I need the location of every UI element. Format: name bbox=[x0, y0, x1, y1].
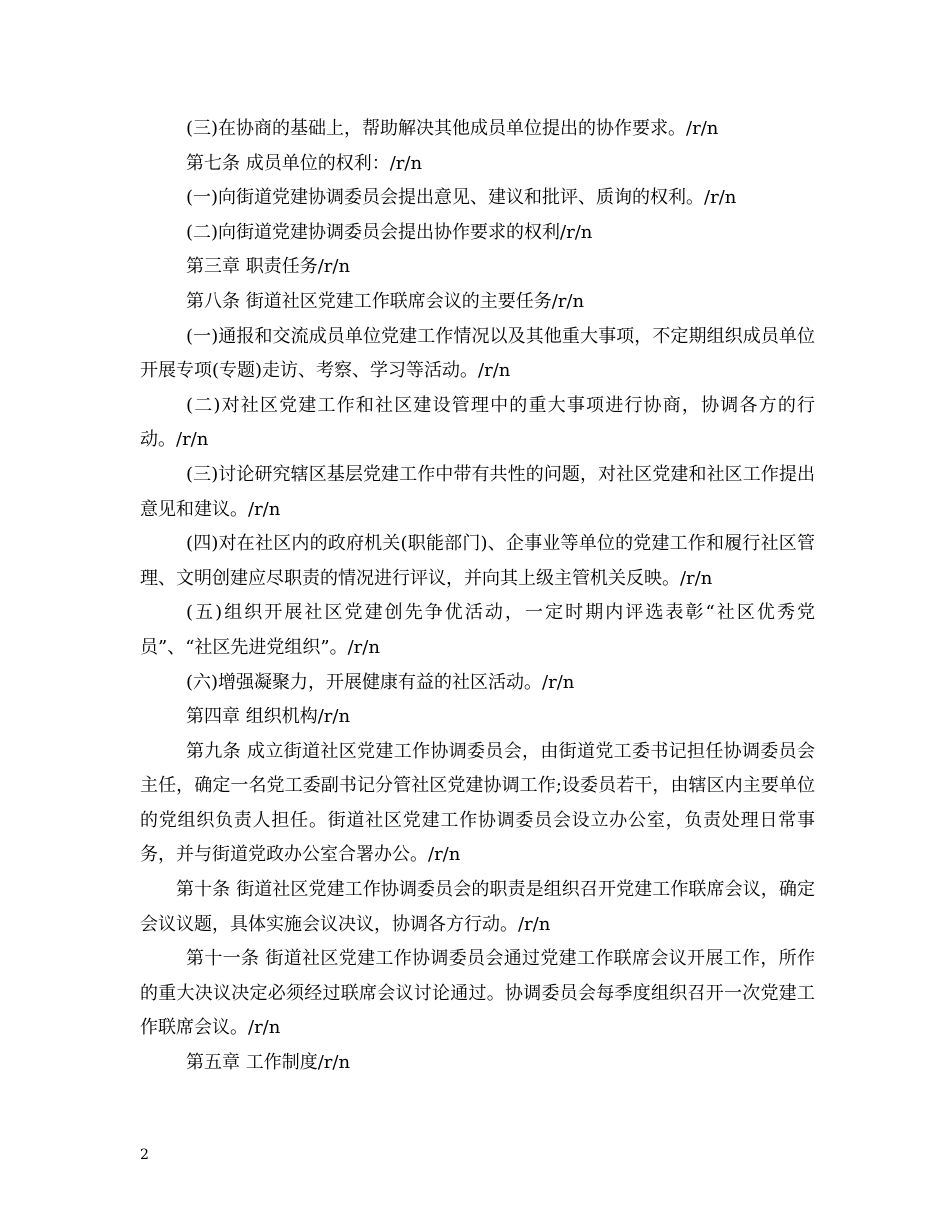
paragraph-article7-item2: (二)向街道党建协调委员会提出协作要求的权利/r/n bbox=[186, 221, 593, 243]
paragraph-article10: 第十条 街道社区党建工作协调委员会的职责是组织召开党建工作联席会议，确定会议议题，具体实施会议决议，协调各方行动。/r/n bbox=[140, 879, 815, 935]
chapter3-heading: 第三章 职责任务/r/n bbox=[186, 256, 351, 278]
paragraph-article11: 第十一条 街道社区党建工作协调委员会通过党建工作联席会议开展工作，所作的重大决议决定必须经过联席会议讨论通过。协调委员会每季度组织召开一次党建工作联席会议。/r/n bbox=[140, 948, 815, 1039]
paragraph-article8-item2: (二)对社区党建工作和社区建设管理中的重大事项进行协商，协调各方的行动。/r/n bbox=[140, 394, 815, 451]
paragraph-article8-item5: (五)组织开展社区党建创先争优活动，一定时期内评选表彰“社区优秀党员”、“社区先进党组织”。/r/n bbox=[140, 602, 815, 658]
paragraph-article7-heading: 第七条 成员单位的权利：/r/n bbox=[186, 152, 423, 174]
paragraph-article7-item1: (一)向街道党建协调委员会提出意见、建议和批评、质询的权利。/r/n bbox=[186, 187, 737, 209]
paragraph-article8-item4: (四)对在社区内的政府机关(职能部门)、企事业等单位的党建工作和履行社区管理、文明创建应尽职责的情况进行评议，并向其上级主管机关反映。/r/n bbox=[140, 533, 815, 589]
chapter5-heading: 第五章 工作制度/r/n bbox=[186, 1052, 351, 1074]
paragraph-article9: 第九条 成立街道社区党建工作协调委员会，由街道党工委书记担任协调委员会主任，确定一名党工委副书记分管社区党建协调工作;设委员若干，由辖区内主要单位的党组织负责人担任。街道社区党建工作协调委员会设立办公室，负责处理日常事务，并与街道党政办公室合署办公。/r/n bbox=[140, 740, 815, 866]
paragraph-article6-item3: (三)在协商的基础上，帮助解决其他成员单位提出的协作要求。/r/n bbox=[186, 118, 719, 139]
paragraph-article8-item6: (六)增强凝聚力，开展健康有益的社区活动。/r/n bbox=[186, 671, 575, 693]
paragraph-article8-heading: 第八条 街道社区党建工作联席会议的主要任务/r/n bbox=[186, 290, 585, 312]
paragraph-article8-item3: (三)讨论研究辖区基层党建工作中带有共性的问题，对社区党建和社区工作提出意见和建议。/r/n bbox=[140, 463, 815, 520]
chapter4-heading: 第四章 组织机构/r/n bbox=[186, 706, 351, 728]
paragraph-article8-item1: (一)通报和交流成员单位党建工作情况以及其他重大事项，不定期组织成员单位开展专项(专题)走访、考察、学习等活动。/r/n bbox=[140, 325, 815, 382]
page-number: 2 bbox=[140, 1147, 149, 1163]
document-body bbox=[140, 112, 815, 1081]
